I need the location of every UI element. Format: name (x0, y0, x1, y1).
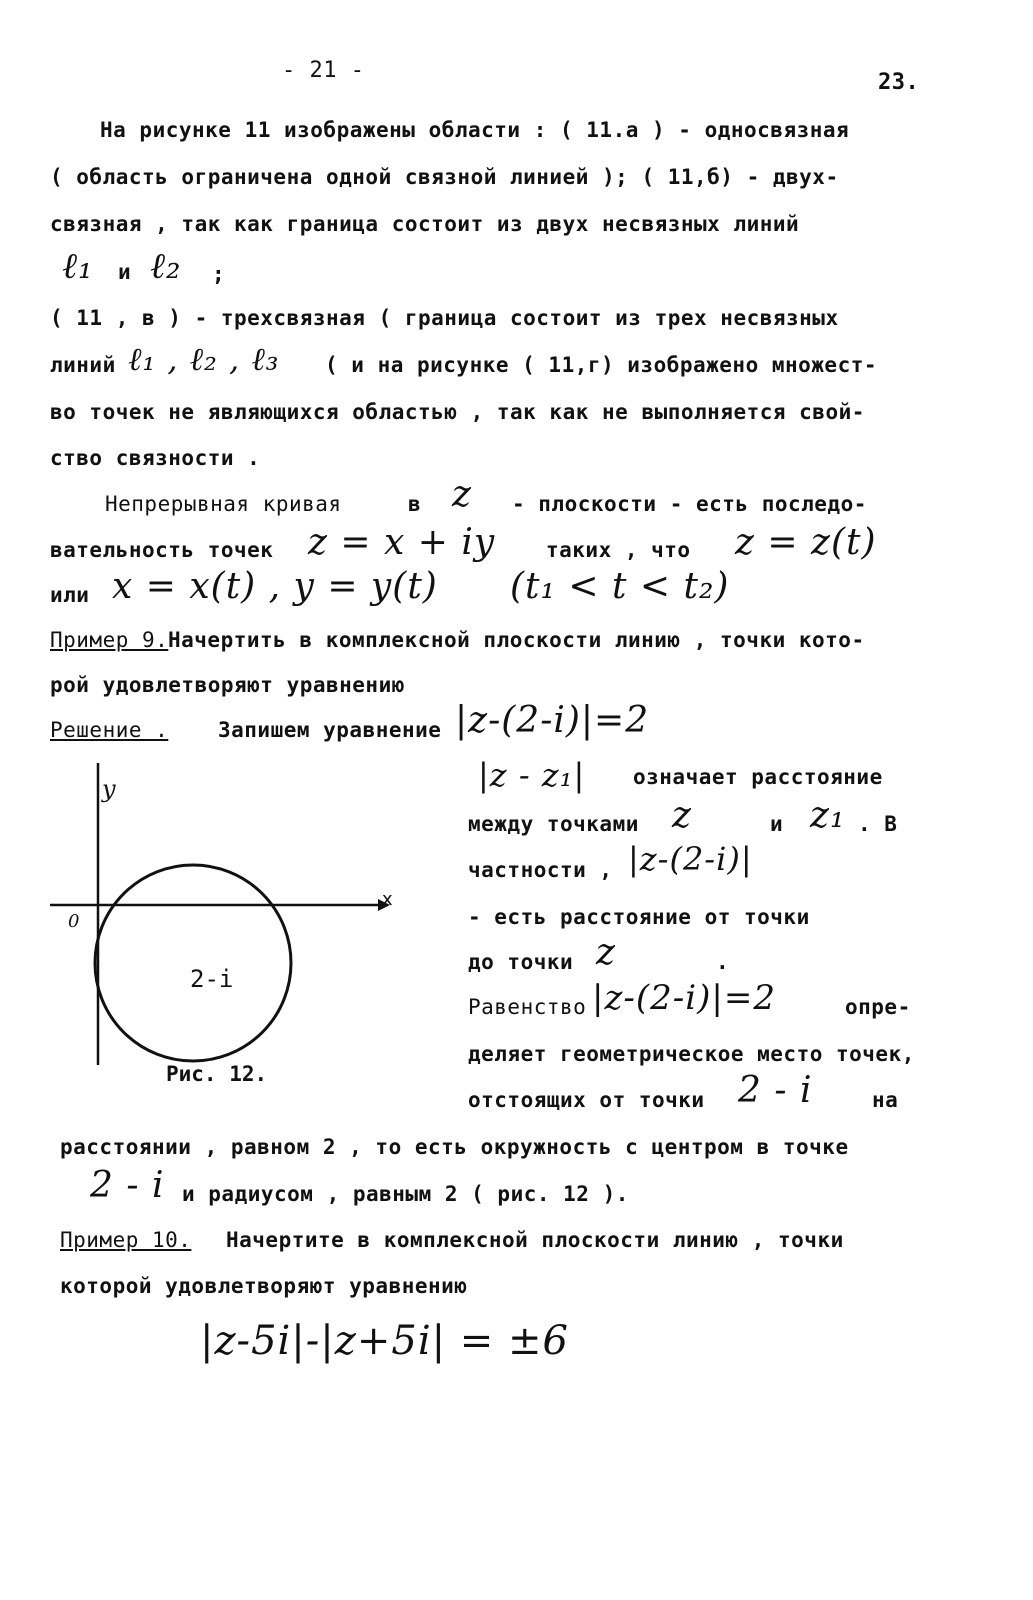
example-10-text: Начертите в комплексной плоскости линию , точки (226, 1228, 844, 1252)
figure-caption: Рис. 12. (166, 1062, 268, 1085)
text-r7: деляет геометрическое место точек, (468, 1042, 915, 1066)
text-line-7: во точек не являющихся областью , так как не выполняется свой- (50, 400, 865, 424)
text-line-1: На рисунке 11 изображены области : ( 11.а ) - односвязная (100, 118, 850, 142)
text-line-6a: линий (50, 353, 116, 377)
text-r4: - есть расстояние от точки (468, 905, 810, 929)
handwritten-z-z1: |z - z₁| (478, 756, 586, 794)
example-9-text2: рой удовлетворяют уравнению (50, 673, 405, 697)
handwritten-equation-10: |z-5i|-|z+5i| = ±6 (200, 1318, 569, 1364)
example-10-text2: которой удовлетворяют уравнению (60, 1274, 468, 1298)
text-line-2: ( область ограничена одной связной линией ); ( 11,б) - двух- (50, 165, 839, 189)
y-axis-label: y (102, 775, 116, 803)
center-label: 2-i (190, 965, 234, 993)
example-9-text: Начертить в комплексной плоскости линию , точки кото- (168, 628, 865, 652)
text-r1: означает расстояние (633, 765, 883, 789)
handwritten-xt-yt: x = x(t) , y = y(t) (112, 566, 438, 607)
text-line-9a: Непрерывная кривая (105, 492, 342, 516)
text-r6b: опре- (845, 995, 911, 1019)
text-b2: и радиусом , равным 2 ( рис. 12 ). (182, 1182, 629, 1206)
text-line-9b: в (408, 492, 422, 516)
text-r5a: до точки (468, 950, 574, 974)
text-r8a: отстоящих от точки (468, 1088, 705, 1112)
handwritten-z-r5: z (596, 932, 616, 973)
handwritten-l2: ℓ₂ (150, 246, 182, 287)
text-and: и (118, 260, 132, 284)
handwritten-2-i-b2: 2 - i (90, 1165, 165, 1206)
handwritten-l123: ℓ₁ , ℓ₂ , ℓ₃ (128, 340, 280, 378)
page-number: - 21 - (282, 58, 365, 83)
handwritten-2-i: 2 - i (738, 1070, 813, 1111)
text-r2b: и (770, 812, 784, 836)
text-line-8: ство связности . (50, 446, 261, 470)
handwritten-t-range: (t₁ < t < t₂) (510, 566, 730, 607)
handwritten-z: z (452, 474, 472, 515)
handwritten-equation: |z-(2-i)|=2 (455, 700, 650, 741)
handwritten-z-zt: z = z(t) (735, 522, 877, 563)
text-line-6b: ( и на рисунке ( 11,г) изображено множест- (325, 353, 878, 377)
text-line-5: ( 11 , в ) - трехсвязная ( граница состоит из трех несвязных (50, 306, 839, 330)
example-10-label: Пример 10. (60, 1228, 192, 1252)
text-r6a: Равенство (468, 995, 587, 1019)
text-r5b: . (716, 950, 730, 974)
handwritten-l1: ℓ₁ (62, 246, 94, 287)
origin-label: 0 (68, 911, 80, 932)
text-line-3: связная , так как граница состоит из двух несвязных линий (50, 212, 800, 236)
example-9-label: Пример 9. (50, 628, 169, 652)
handwritten-z-r2: z (672, 795, 692, 836)
solution-text: Запишем уравнение (218, 718, 442, 742)
circle (95, 865, 291, 1061)
x-axis-label: x (382, 889, 393, 910)
text-r2a: между точками (468, 812, 639, 836)
handwritten-z1: z₁ (810, 795, 846, 836)
handwritten-z-xiy: z = x + iy (308, 522, 496, 563)
text-r8b: на (872, 1088, 899, 1112)
solution-label: Решение . (50, 718, 169, 742)
text-r2c: . В (858, 812, 898, 836)
circle-figure (40, 755, 440, 1085)
text-line-10a: вательность точек (50, 538, 274, 562)
handwritten-equality: |z-(2-i)|=2 (592, 978, 776, 1018)
text-line-9c: - плоскости - есть последо- (512, 492, 867, 516)
text-line-11a: или (50, 583, 90, 607)
text-b1: расстоянии , равном 2 , то есть окружность с центром в точке (60, 1135, 849, 1159)
handwritten-modulus: |z-(2-i)| (628, 840, 753, 878)
text-line-10b: таких , что (546, 538, 691, 562)
page-number-right: 23. (878, 70, 920, 95)
text-semicolon: ; (212, 262, 226, 286)
text-r3a: частности , (468, 858, 613, 882)
